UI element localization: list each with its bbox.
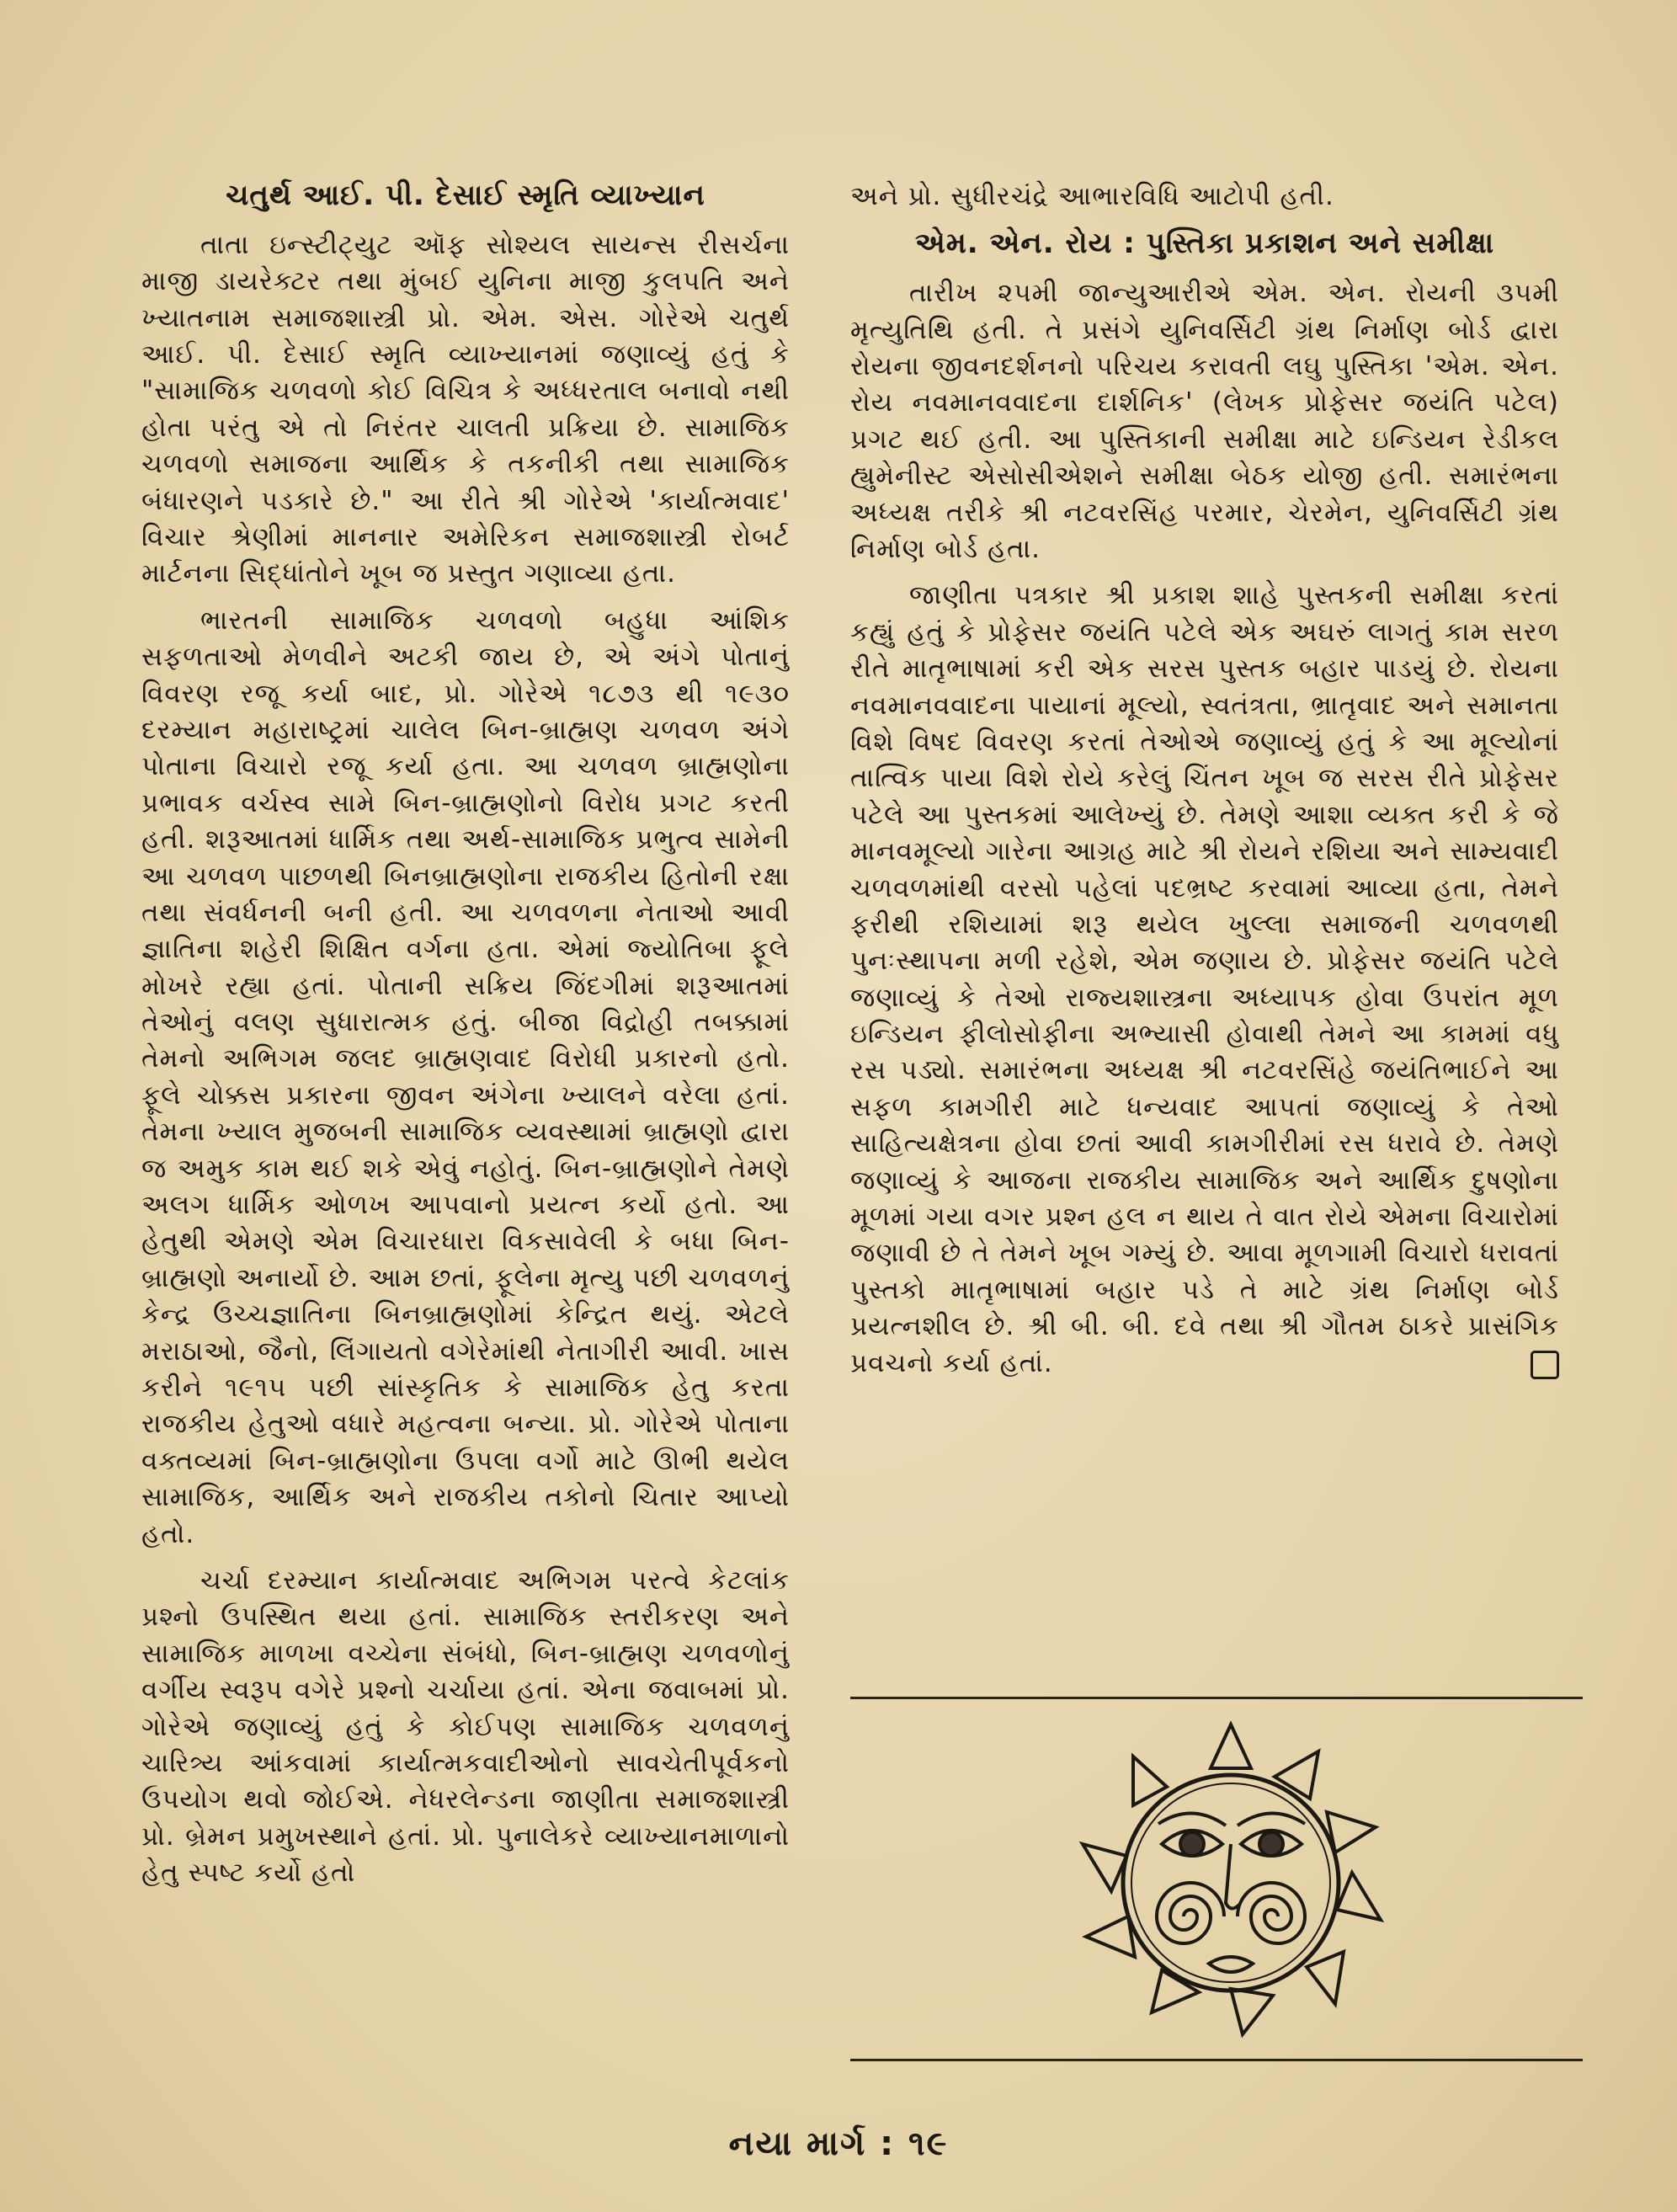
paragraph-text: જાણીતા પત્રકાર શ્રી પ્રકાશ શાહે પુસ્તકની સમીક્ષા કરતાં કહ્યું હતું કે પ્રોફેસર જયંતિ પટેલે એક અઘરું લાગતું કામ સરળ રીતે માતૃભાષામાં કરી એક સરસ પુસ્તક બહાર પાડયું છે. રોયના નવમાનવવાદના પાયાનાં મૂલ્યો, સ્વતંત્રતા, ભ્રાતૃવાદ અને સમાનતા વિશે વિષદ વિવરણ કરતાં તેઓએ જણાવ્યું હતું કે આ મૂલ્યોનાં તાત્વિક પાયા વિશે રોયે કરેલું ચિંતન ખૂબ જ સરસ રીતે પ્રોફેસર પટેલે આ પુસ્તકમાં આલેખ્યું છે. તેમણે આશા વ્યક્ત કરી કે જે માનવમૂલ્યો ગારેના આગ્રહ માટે શ્રી રોયને રશિયા અને સામ્યવાદી ચળવળમાંથી વરસો પહેલાં પદભ્રષ્ટ કરવામાં આવ્યા હતા, તેમને ફરીથી રશિયામાં શરૂ થયેલ ખુલ્લા સમાજની ચળવળથી પુનઃસ્થાપના મળી રહેશે, એમ જણાય છે. પ્રોફેસર જયંતિ પટેલે જણાવ્યું કે તેઓ રાજ્યશાસ્ત્રના અધ્યાપક હોવા ઉપરાંત મૂળ ઇન્ડિયન ફીલોસોફીના અભ્યાસી હોવાથી તેમને આ કામમાં વધુ રસ પડ્યો. સમારંભના અધ્યક્ષ શ્રી નટવરસિંહે જયંતિભાઈને આ સફળ કામગીરી માટે ધન્યવાદ આપતાં જણાવ્યું કે તેઓ સાહિત્યક્ષેત્રના હોવા છતાં આવી કામગીરીમાં રસ ધરાવે છે. તેમણે જણાવ્યું કે આજના રાજકીય સામાજિક અને આર્થિક દુષણોના મૂળમાં ગયા વગર પ્રશ્ન હલ ન થાય તે વાત રોયે એમના વિચારોમાં જણાવી છે તે તેમને ખૂબ ગમ્યું છે. આવા મૂળગામી વિચારો ધરાવતાં પુસ્તકો માતૃભાષામાં બહાર પડે તે માટે ગ્રંથ નિર્માણ બોર્ડ પ્રયત્નશીલ છે. શ્રી બી. બી. દવે તથા શ્રી ગૌતમ ઠાકરે પ્રાસંગિક પ્રવચનો કર્યા હતાં. [850, 580, 1559, 1378]
sun-rays-icon [1083, 1724, 1381, 2034]
page-footer: નયા માર્ગ : ૧૯ [728, 2124, 949, 2163]
left-column [141, 177, 790, 1901]
article-heading-roy-booklet: એમ. એન. રોય : પુસ્તિકા પ્રકાશન અને સમીક્ષા [914, 227, 1495, 261]
right-column [850, 179, 1559, 1392]
paragraph [850, 578, 1559, 1382]
paragraph: ભારતની સામાજિક ચળવળો બહુધા આંશિક સફળતાઓ મેળવીને અટકી જાય છે, એ અંગે પોતાનું વિવરણ રજૂ કર્યા બાદ, પ્રો. ગોરેએ ૧૮૭૩ થી ૧૯૩૦ દરમ્યાન મહારાષ્ટ્રમાં ચાલેલ બિન-બ્રાહ્મણ ચળવળ અંગે પોતાના વિચારો રજૂ કર્યા હતા. આ ચળવળ બ્રાહ્મણોના પ્રભાવક વર્ચસ્વ સામે બિન-બ્રાહ્મણોનો વિરોધ પ્રગટ કરતી હતી. શરૂઆતમાં ધાર્મિક તથા અર્થ-સામાજિક પ્રભુત્વ સામેની આ ચળવળ પાછળથી બિનબ્રાહ્મણોના રાજકીય હિતોની રક્ષા તથા સંવર્ધનની બની હતી. આ ચળવળના નેતાઓ આવી જ્ઞાતિના શહેરી શિક્ષિત વર્ગના હતા. એમાં જ્યોતિબા ફૂલે મોખરે રહ્યા હતાં. પોતાની સક્રિય જિંદગીમાં શરૂઆતમાં તેઓનું વલણ સુધારાત્મક હતું. બીજા વિદ્રોહી તબક્કામાં તેમનો અભિગમ જલદ બ્રાહ્મણવાદ વિરોધી પ્રકારનો હતો. ફૂલે ચોક્કસ પ્રકારના જીવન અંગેના ખ્યાલને વરેલા હતાં. તેમના ખ્યાલ મુજબની સામાજિક વ્યવસ્થામાં બ્રાહ્મણો દ્વારા જ અમુક કામ થઈ શકે એવું નહોતું. બિન-બ્રાહ્મણોને તેમણે અલગ ધાર્મિક ઓળખ આપવાનો પ્રયત્ન કર્યો હતો. આ હેતુથી એમણે એમ વિચારધારા વિકસાવેલી કે બધા બિન-બ્રાહ્મણો અનાર્યો છે. આમ છતાં, ફૂલેના મૃત્યુ પછી ચળવળનું કેન્દ્ર ઉચ્ચજ્ઞાતિના બિનબ્રાહ્મણોમાં કેન્દ્રિત થયું. એટલે મરાઠાઓ, જૈનો, લિંગાયતો વગેરેમાંથી નેતાગીરી આવી. ખાસ કરીને ૧૯૧૫ પછી સાંસ્કૃતિક કે સામાજિક હેતુ કરતા રાજકીય હેતુઓ વધારે મહત્વના બન્યા. પ્રો. ગોરેએ પોતાના વક્તવ્યમાં બિન-બ્રાહ્મણોના ઉપલા વર્ગો માટે ઊભી થયેલ સામાજિક, આર્થિક અને રાજકીય તકોનો ચિતાર આપ્યો હતો. [141, 605, 790, 1549]
paragraph: તારીખ ૨૫મી જાન્યુઆરીએ એમ. એન. રોયની ૩૫મી મૃત્યુતિથિ હતી. તે પ્રસંગે યુનિવર્સિટી ગ્રંથ નિર્માણ બોર્ડ દ્વારા રોયના જીવનદર્શનનો પરિચય કરાવતી લઘુ પુસ્તિકા 'એમ. એન. રોય નવમાનવવાદના દાર્શનિક' (લેખક પ્રોફેસર જયંતિ પટેલ) પ્રગટ થઈ હતી. આ પુસ્તિકાની સમીક્ષા માટે ઇન્ડિયન રેડીકલ હ્યુમેનીસ્ટ એસોસીએશને સમીક્ષા બેઠક યોજી હતી. સમારંભના અધ્યક્ષ તરીકે શ્રી નટવરસિંહ પરમાર, ચેરમેન, યુનિવર્સિટી ગ્રંથ નિર્માણ બોર્ડ હતા. [850, 278, 1559, 565]
left-eye-icon [1158, 1813, 1226, 1856]
article-heading-desai-lecture: ચતુર્થ આઈ. પી. દેસાઈ સ્મૃતિ વ્યાખ્યાન [226, 179, 705, 212]
end-of-article-square-icon [1531, 1351, 1559, 1379]
continuation-line: અને પ્રો. સુધીરચંદ્રે આભારવિધિ આટોપી હતી. [850, 181, 1334, 211]
spiral-right-icon [1238, 1883, 1305, 1943]
right-eye-icon [1238, 1813, 1305, 1856]
sun-face-illustration [1074, 1718, 1387, 2039]
divider-rule [850, 1697, 1583, 1699]
divider-rule [850, 2059, 1583, 2061]
spiral-left-icon [1157, 1883, 1224, 1943]
paragraph: તાતા ઇન્સ્ટીટ્યુટ ઑફ સોશ્યલ સાયન્સ રીસર્ચના માજી ડાયરેક્ટર તથા મુંબઈ યુનિના માજી કુલપતિ અને ખ્યાતનામ સમાજશાસ્ત્રી પ્રો. એમ. એસ. ગોરેએ ચતુર્થ આઈ. પી. દેસાઈ સ્મૃતિ વ્યાખ્યાનમાં જણાવ્યું હતું કે "સામાજિક ચળવળો કોઈ વિચિત્ર કે અધ્ધરતાલ બનાવો નથી હોતા પરંતુ એ તો નિરંતર ચાલતી પ્રક્રિયા છે. સામાજિક ચળવળો સમાજના આર્થિક કે તકનીકી તથા સામાજિક બંધારણને પડકારે છે." આ રીતે શ્રી ગોરેએ 'કાર્યાત્મવાદ' વિચાર શ્રેણીમાં માનનાર અમેરિકન સમાજશાસ્ત્રી રોબર્ટ માર્ટનના સિદ્ધાંતોને ખૂબ જ પ્રસ્તુત ગણાવ્યા હતા. [141, 229, 790, 589]
paragraph: ચર્ચા દરમ્યાન કાર્યાત્મવાદ અભિગમ પરત્વે કેટલાંક પ્રશ્નો ઉપસ્થિત થયા હતાં. સામાજિક સ્તરીકરણ અને સામાજિક માળખા વચ્ચેના સંબંધો, બિન-બ્રાહ્મણ ચળવળોનું વર્ગીય સ્વરૂપ વગેરે પ્રશ્નો ચર્ચાયા હતાં. એના જવાબમાં પ્રો. ગોરેએ જણાવ્યું હતું કે કોઈપણ સામાજિક ચળવળનું ચારિત્ર્ય આંકવામાં કાર્યાત્મકવાદીઓનો સાવચેતીપૂર્વકનો ઉપયોગ થવો જોઈએ. નેધરલેન્ડના જાણીતા સમાજશાસ્ત્રી પ્રો. બ્રેમન પ્રમુખસ્થાને હતાં. પ્રો. પુનાલેકરે વ્યાખ્યાનમાળાનો હેતુ સ્પષ્ટ કર્યો હતો [141, 1564, 790, 1889]
